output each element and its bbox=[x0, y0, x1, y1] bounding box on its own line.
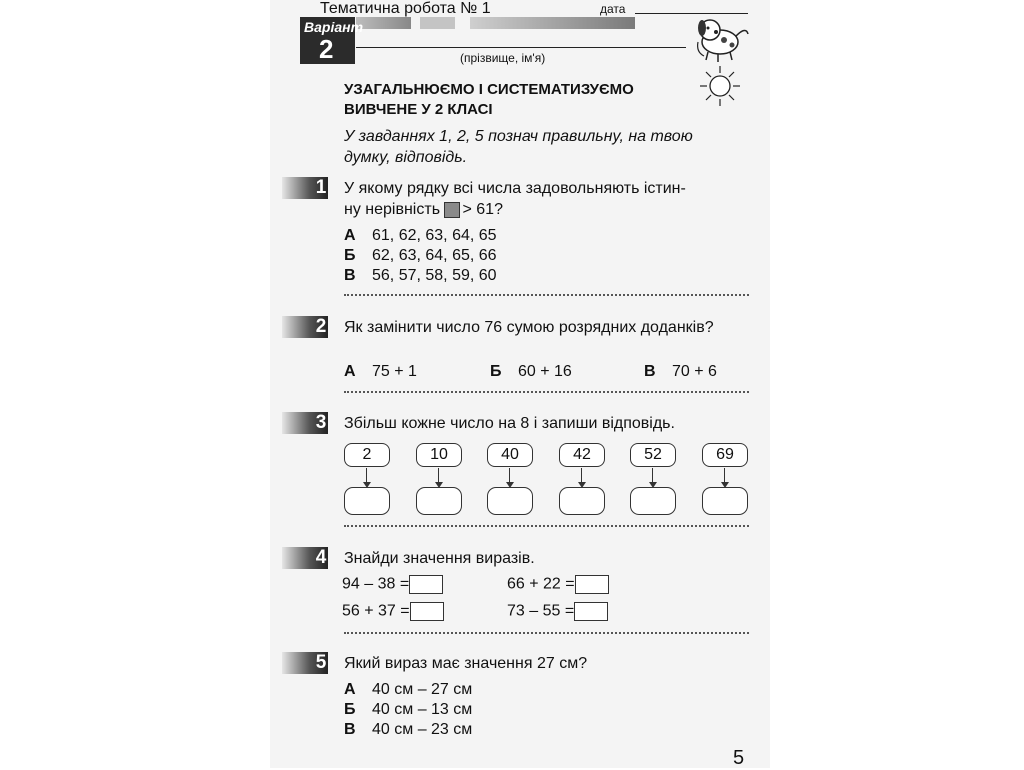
answer-option[interactable] bbox=[344, 680, 472, 700]
worksheet-heading: УЗАГАЛЬНЮЄМО І СИСТЕМАТИЗУЄМО ВИВЧЕНЕ У 2 КЛАСІ bbox=[344, 81, 634, 118]
task-question: Який вираз має значення 27 см? bbox=[344, 655, 588, 672]
option-text: 61, 62, 63, 64, 65 bbox=[372, 227, 497, 244]
task-question-text: > 61? bbox=[462, 201, 503, 218]
start-number-box: 10 bbox=[416, 443, 462, 467]
name-caption: (прізвище, ім'я) bbox=[460, 51, 546, 65]
task-question bbox=[344, 178, 744, 220]
option-text: 62, 63, 64, 65, 66 bbox=[372, 247, 497, 264]
option-label: Б bbox=[344, 247, 356, 264]
page-header-title: Тематична робота № 1 bbox=[320, 0, 491, 17]
task-question-line bbox=[344, 199, 744, 220]
blank-square-icon bbox=[444, 202, 460, 218]
answer-option[interactable] bbox=[344, 226, 497, 246]
expression-text: 56 + 37 = bbox=[342, 602, 410, 620]
option-text: 60 + 16 bbox=[518, 363, 572, 380]
answer-option[interactable] bbox=[344, 700, 472, 720]
answer-box[interactable] bbox=[416, 487, 462, 515]
expression bbox=[342, 602, 444, 621]
option-label: В bbox=[344, 267, 356, 284]
option-text: 40 см – 27 см bbox=[372, 681, 473, 698]
expression bbox=[507, 575, 609, 594]
answer-option[interactable] bbox=[344, 362, 417, 382]
task-number: 5 bbox=[315, 652, 327, 673]
start-number-box: 42 bbox=[559, 443, 605, 467]
header-bar bbox=[470, 17, 635, 29]
task-number: 2 bbox=[315, 316, 327, 337]
variant-number: 2 bbox=[319, 34, 334, 64]
option-label: А bbox=[344, 227, 356, 244]
answer-option[interactable] bbox=[344, 266, 497, 286]
dotted-divider bbox=[344, 632, 749, 634]
variant-label: Варіант bbox=[304, 19, 364, 35]
option-label: В bbox=[344, 721, 356, 738]
option-text: 40 см – 13 см bbox=[372, 701, 473, 718]
answer-box[interactable] bbox=[487, 487, 533, 515]
dotted-divider bbox=[344, 391, 749, 393]
dog-icon bbox=[690, 12, 752, 64]
sun-icon bbox=[698, 64, 742, 108]
name-line bbox=[356, 47, 686, 48]
answer-option[interactable] bbox=[644, 362, 717, 382]
date-label: дата bbox=[600, 2, 626, 16]
answer-box[interactable] bbox=[344, 487, 390, 515]
answer-option[interactable] bbox=[344, 720, 472, 740]
expression-text: 73 – 55 = bbox=[507, 602, 575, 620]
answer-box[interactable] bbox=[574, 602, 608, 621]
option-label: А bbox=[344, 363, 356, 380]
option-text: 75 + 1 bbox=[372, 363, 417, 380]
answer-option[interactable] bbox=[490, 362, 572, 382]
task-question-line: У якому рядку всі числа задовольняють істин- bbox=[344, 180, 686, 197]
option-text: 40 см – 23 см bbox=[372, 721, 473, 738]
task-question: Як замінити число 76 сумою розрядних доданків? bbox=[344, 319, 714, 336]
option-label: Б bbox=[490, 363, 502, 380]
header-bar bbox=[420, 17, 455, 29]
dotted-divider bbox=[344, 525, 749, 527]
start-number-box: 40 bbox=[487, 443, 533, 467]
option-label: В bbox=[644, 363, 656, 380]
dotted-divider bbox=[344, 294, 749, 296]
expression-text: 66 + 22 = bbox=[507, 575, 575, 593]
answer-box[interactable] bbox=[575, 575, 609, 594]
answer-box[interactable] bbox=[702, 487, 748, 515]
expression-text: 94 – 38 = bbox=[342, 575, 410, 593]
page-number: 5 bbox=[733, 747, 745, 769]
start-number-box: 2 bbox=[344, 443, 390, 467]
expression bbox=[342, 575, 443, 594]
header-bar bbox=[356, 17, 411, 29]
answer-box[interactable] bbox=[559, 487, 605, 515]
instructions: У завданнях 1, 2, 5 познач правильну, на твою думку, відповідь. bbox=[344, 128, 693, 166]
task-question: Збільш кожне число на 8 і запиши відповідь. bbox=[344, 415, 675, 432]
answer-box[interactable] bbox=[410, 602, 444, 621]
option-label: Б bbox=[344, 701, 356, 718]
task-number: 1 bbox=[315, 177, 327, 198]
option-text: 70 + 6 bbox=[672, 363, 717, 380]
task-number: 3 bbox=[315, 412, 327, 433]
expression bbox=[507, 602, 608, 621]
answer-box[interactable] bbox=[630, 487, 676, 515]
task-question-text: ну нерівність bbox=[344, 201, 441, 218]
answer-option[interactable] bbox=[344, 246, 497, 266]
start-number-box: 69 bbox=[702, 443, 748, 467]
answer-box[interactable] bbox=[409, 575, 443, 594]
start-number-box: 52 bbox=[630, 443, 676, 467]
option-label: А bbox=[344, 681, 356, 698]
task-number: 4 bbox=[315, 547, 327, 568]
option-text: 56, 57, 58, 59, 60 bbox=[372, 267, 497, 284]
task-question: Знайди значення виразів. bbox=[344, 550, 535, 567]
